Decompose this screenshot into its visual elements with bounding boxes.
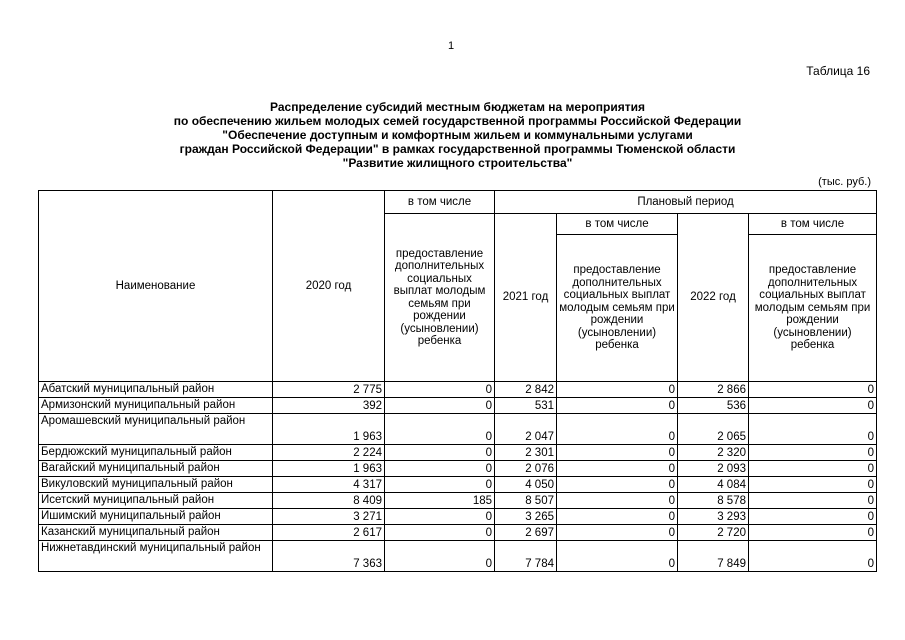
header-2022: 2022 год	[678, 214, 749, 382]
cell-2021-incl: 0	[557, 461, 678, 477]
row-name: Казанский муниципальный район	[39, 525, 273, 541]
row-name: Исетский муниципальный район	[39, 493, 273, 509]
title-line: "Обеспечение доступным и комфортным жильем и коммунальными услугами	[222, 128, 693, 142]
table-row	[39, 398, 877, 414]
header-sub-2021: предоставление дополнительных социальных выплат молодым семьям при рождении (усыновлении) ребенка	[557, 235, 678, 382]
cell-2022: 2 720	[678, 525, 749, 541]
cell-2022: 2 320	[678, 445, 749, 461]
document-title	[40, 100, 875, 170]
header-sub-2020: предоставление дополнительных социальных выплат молодым семьям при рождении (усыновлении) ребенка	[385, 214, 495, 382]
cell-2021: 4 050	[495, 477, 557, 493]
cell-2022: 3 293	[678, 509, 749, 525]
title-line: "Развитие жилищного строительства"	[342, 156, 573, 170]
cell-2021: 3 265	[495, 509, 557, 525]
units-label: (тыс. руб.)	[818, 176, 871, 188]
cell-2022-incl: 0	[749, 541, 877, 572]
cell-2020-incl: 0	[385, 445, 495, 461]
header-incl-2020: в том числе	[385, 191, 495, 214]
cell-2021-incl: 0	[557, 445, 678, 461]
header-plan-period: Плановый период	[495, 191, 877, 214]
cell-2022: 8 578	[678, 493, 749, 509]
cell-2020-incl: 0	[385, 414, 495, 445]
table-label: Таблица 16	[806, 64, 870, 78]
header-sub-2022: предоставление дополнительных социальных выплат молодым семьям при рождении (усыновлении) ребенка	[749, 235, 877, 382]
cell-2022-incl: 0	[749, 445, 877, 461]
cell-2020-incl: 0	[385, 541, 495, 572]
title-line: Распределение субсидий местным бюджетам на мероприятия	[270, 100, 645, 114]
cell-2021: 8 507	[495, 493, 557, 509]
cell-2022-incl: 0	[749, 493, 877, 509]
cell-2021: 2 301	[495, 445, 557, 461]
cell-2020-incl: 0	[385, 477, 495, 493]
title-line: по обеспечению жильем молодых семей государственной программы Российской Федерации	[173, 114, 742, 128]
cell-2022: 7 849	[678, 541, 749, 572]
cell-2021-incl: 0	[557, 398, 678, 414]
cell-2021: 2 697	[495, 525, 557, 541]
table-row	[39, 493, 877, 509]
row-name: Нижнетавдинский муниципальный район	[39, 541, 273, 572]
cell-2021: 7 784	[495, 541, 557, 572]
cell-2022: 536	[678, 398, 749, 414]
cell-2021-incl: 0	[557, 382, 678, 398]
table-row	[39, 445, 877, 461]
subsidy-table	[38, 190, 877, 572]
table-row	[39, 477, 877, 493]
cell-2020-incl: 0	[385, 525, 495, 541]
table-row	[39, 414, 877, 445]
cell-2020: 1 963	[273, 414, 385, 445]
table-row	[39, 541, 877, 572]
cell-2020: 2 617	[273, 525, 385, 541]
header-name: Наименование	[39, 191, 273, 382]
cell-2022: 4 084	[678, 477, 749, 493]
cell-2020: 2 775	[273, 382, 385, 398]
table-row	[39, 509, 877, 525]
cell-2022-incl: 0	[749, 414, 877, 445]
cell-2020: 4 317	[273, 477, 385, 493]
cell-2022-incl: 0	[749, 509, 877, 525]
cell-2020: 2 224	[273, 445, 385, 461]
cell-2020-incl: 0	[385, 509, 495, 525]
cell-2022-incl: 0	[749, 398, 877, 414]
cell-2020-incl: 0	[385, 461, 495, 477]
table-row	[39, 525, 877, 541]
cell-2021: 2 047	[495, 414, 557, 445]
cell-2021-incl: 0	[557, 493, 678, 509]
row-name: Абатский муниципальный район	[39, 382, 273, 398]
table-row	[39, 461, 877, 477]
cell-2020-incl: 185	[385, 493, 495, 509]
cell-2021-incl: 0	[557, 509, 678, 525]
cell-2022-incl: 0	[749, 477, 877, 493]
cell-2020: 392	[273, 398, 385, 414]
cell-2020: 8 409	[273, 493, 385, 509]
cell-2022: 2 093	[678, 461, 749, 477]
cell-2022: 2 065	[678, 414, 749, 445]
table-row	[39, 382, 877, 398]
cell-2022-incl: 0	[749, 525, 877, 541]
cell-2021: 2 842	[495, 382, 557, 398]
cell-2021: 531	[495, 398, 557, 414]
cell-2022-incl: 0	[749, 382, 877, 398]
cell-2020: 7 363	[273, 541, 385, 572]
row-name: Армизонский муниципальный район	[39, 398, 273, 414]
header-2020: 2020 год	[273, 191, 385, 382]
page-number: 1	[448, 40, 455, 52]
cell-2021-incl: 0	[557, 477, 678, 493]
header-2021: 2021 год	[495, 214, 557, 382]
cell-2021: 2 076	[495, 461, 557, 477]
row-name: Бердюжский муниципальный район	[39, 445, 273, 461]
header-incl-2021: в том числе	[557, 214, 678, 235]
cell-2020: 3 271	[273, 509, 385, 525]
cell-2022-incl: 0	[749, 461, 877, 477]
cell-2020: 1 963	[273, 461, 385, 477]
cell-2020-incl: 0	[385, 398, 495, 414]
header-incl-2022: в том числе	[749, 214, 877, 235]
cell-2021-incl: 0	[557, 541, 678, 572]
row-name: Ишимский муниципальный район	[39, 509, 273, 525]
cell-2021-incl: 0	[557, 414, 678, 445]
title-line: граждан Российской Федерации" в рамках государственной программы Тюменской области	[179, 142, 736, 156]
cell-2022: 2 866	[678, 382, 749, 398]
row-name: Аромашевский муниципальный район	[39, 414, 273, 445]
cell-2020-incl: 0	[385, 382, 495, 398]
row-name: Викуловский муниципальный район	[39, 477, 273, 493]
row-name: Вагайский муниципальный район	[39, 461, 273, 477]
cell-2021-incl: 0	[557, 525, 678, 541]
